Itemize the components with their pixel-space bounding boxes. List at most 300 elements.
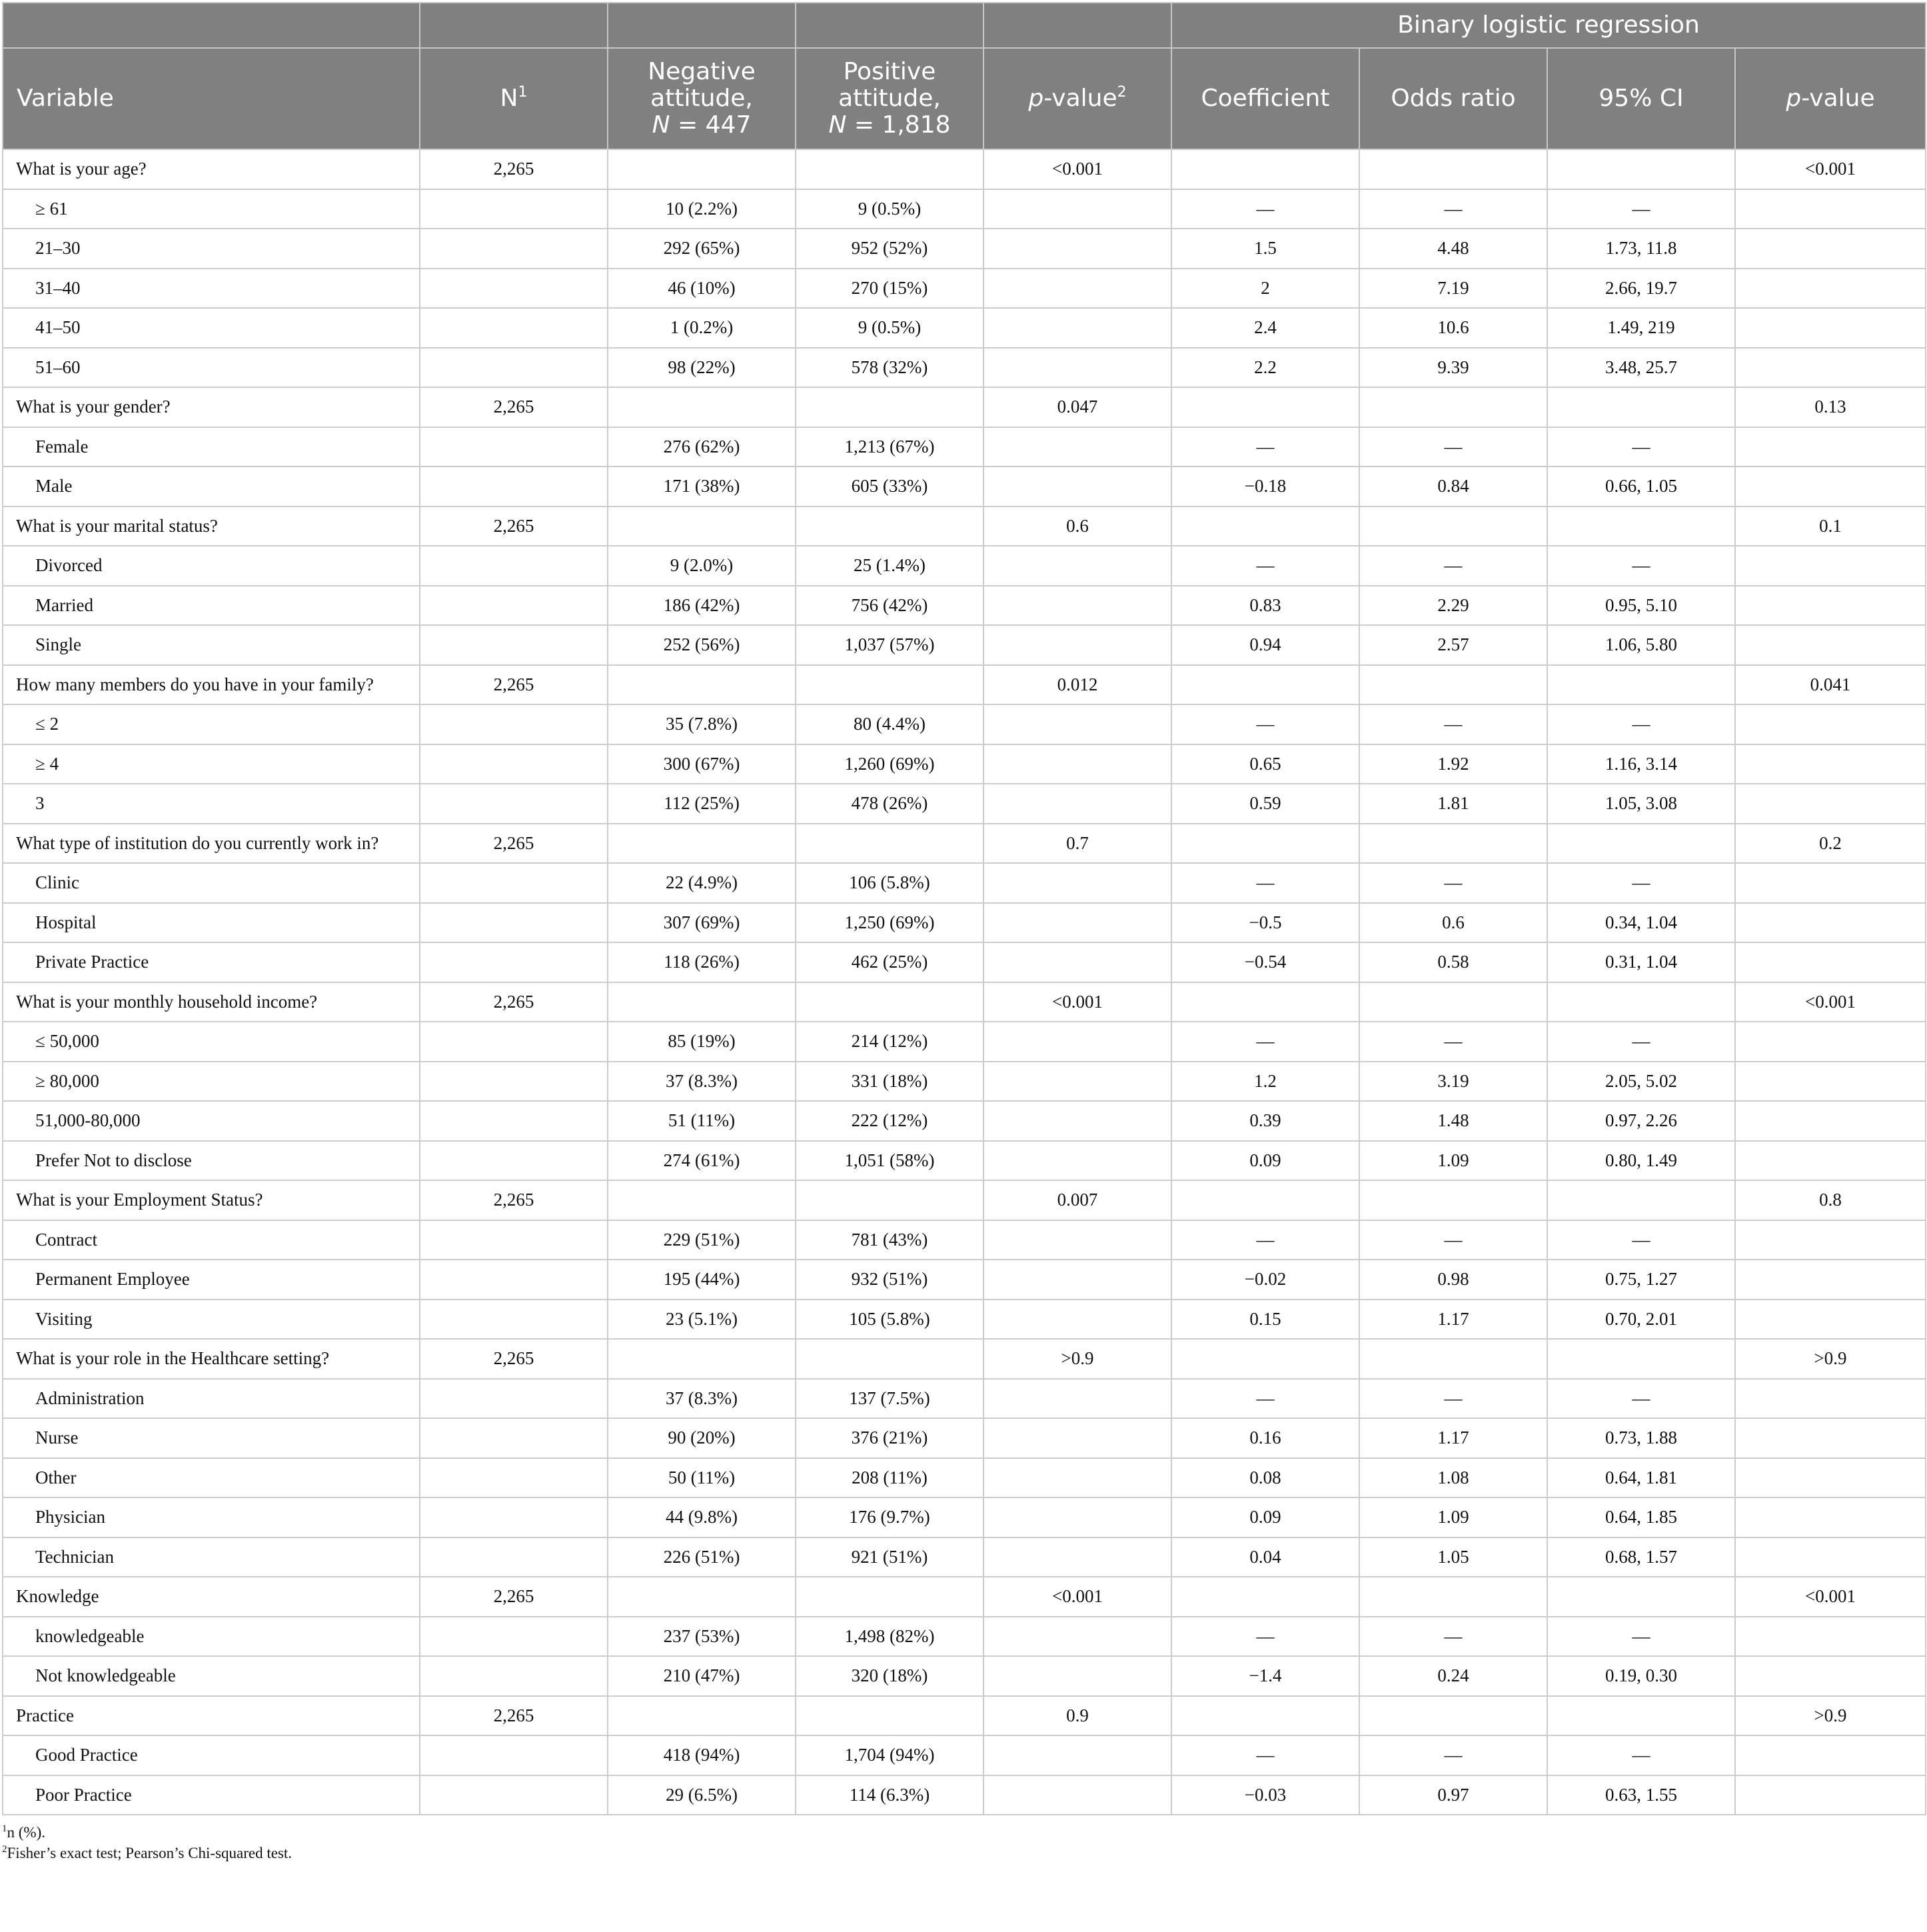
- table-row-category: [3, 744, 1926, 784]
- cell-p-value: [983, 1379, 1171, 1419]
- cell-positive: 462 (25%): [796, 942, 983, 982]
- cell-p-value-regression: [1735, 1617, 1926, 1657]
- cell-variable: Female: [3, 427, 420, 467]
- cell-positive: 106 (5.8%): [796, 863, 983, 903]
- cell-odds-ratio: [1359, 149, 1547, 189]
- table-row-category: [3, 348, 1926, 388]
- cell-p-value: <0.001: [983, 982, 1171, 1022]
- cell-ci: 1.16, 3.14: [1547, 744, 1735, 784]
- cell-variable: ≥ 61: [3, 189, 420, 229]
- document: [2, 2, 1925, 1863]
- table-row-category: [3, 546, 1926, 586]
- cell-p-value-regression: [1735, 1379, 1926, 1419]
- cell-n: 2,265: [420, 982, 608, 1022]
- cell-negative: 98 (22%): [608, 348, 796, 388]
- header-p-text: p-value: [1028, 85, 1117, 112]
- cell-coefficient: −0.03: [1171, 1775, 1359, 1815]
- cell-p-value: 0.012: [983, 665, 1171, 705]
- cell-coefficient: 0.59: [1171, 784, 1359, 824]
- cell-p-value-regression: [1735, 467, 1926, 506]
- table-row-category: [3, 1062, 1926, 1102]
- header-p-value: [983, 48, 1171, 149]
- cell-positive: 1,260 (69%): [796, 744, 983, 784]
- cell-n: 2,265: [420, 506, 608, 546]
- cell-variable: Poor Practice: [3, 1775, 420, 1815]
- cell-negative: [608, 1696, 796, 1736]
- cell-positive: 176 (9.7%): [796, 1497, 983, 1537]
- cell-ci: 1.49, 219: [1547, 308, 1735, 348]
- cell-ci: —: [1547, 863, 1735, 903]
- cell-n: 2,265: [420, 1577, 608, 1617]
- cell-p-value-regression: [1735, 1300, 1926, 1340]
- cell-coefficient: −0.5: [1171, 903, 1359, 943]
- cell-positive: 605 (33%): [796, 467, 983, 506]
- cell-variable: How many members do you have in your family?: [3, 665, 420, 705]
- cell-variable: ≥ 80,000: [3, 1062, 420, 1102]
- cell-odds-ratio: 2.57: [1359, 625, 1547, 665]
- footnote-2: [2, 1843, 1925, 1863]
- cell-variable: Other: [3, 1458, 420, 1498]
- footnotes: [2, 1815, 1925, 1863]
- cell-p-value: [983, 863, 1171, 903]
- cell-negative: 112 (25%): [608, 784, 796, 824]
- cell-positive: 921 (51%): [796, 1537, 983, 1577]
- cell-n: [420, 1617, 608, 1657]
- cell-odds-ratio: 1.81: [1359, 784, 1547, 824]
- cell-n: [420, 744, 608, 784]
- cell-positive: 578 (32%): [796, 348, 983, 388]
- cell-p-value-regression: [1735, 1775, 1926, 1815]
- cell-positive: 331 (18%): [796, 1062, 983, 1102]
- cell-n: [420, 427, 608, 467]
- cell-p-value: [983, 1617, 1171, 1657]
- table-row-category: [3, 704, 1926, 744]
- cell-positive: 9 (0.5%): [796, 308, 983, 348]
- cell-positive: 208 (11%): [796, 1458, 983, 1498]
- table-row-variable: [3, 1180, 1926, 1220]
- cell-n: [420, 348, 608, 388]
- cell-p-value-regression: [1735, 744, 1926, 784]
- table-row-category: [3, 1101, 1926, 1141]
- cell-variable: ≤ 50,000: [3, 1022, 420, 1062]
- cell-n: [420, 1260, 608, 1300]
- cell-positive: 1,051 (58%): [796, 1141, 983, 1181]
- cell-negative: 37 (8.3%): [608, 1379, 796, 1419]
- cell-ci: [1547, 1339, 1735, 1379]
- cell-p-value-regression: 0.041: [1735, 665, 1926, 705]
- cell-p-value-regression: 0.8: [1735, 1180, 1926, 1220]
- cell-coefficient: 1.5: [1171, 229, 1359, 269]
- cell-negative: 1 (0.2%): [608, 308, 796, 348]
- cell-ci: 3.48, 25.7: [1547, 348, 1735, 388]
- cell-negative: [608, 506, 796, 546]
- cell-positive: 478 (26%): [796, 784, 983, 824]
- cell-positive: 1,704 (94%): [796, 1735, 983, 1775]
- cell-negative: 37 (8.3%): [608, 1062, 796, 1102]
- cell-odds-ratio: [1359, 1577, 1547, 1617]
- cell-ci: [1547, 824, 1735, 864]
- table-row-category: [3, 1260, 1926, 1300]
- cell-coefficient: 0.09: [1171, 1141, 1359, 1181]
- cell-variable: Technician: [3, 1537, 420, 1577]
- cell-ci: 2.66, 19.7: [1547, 269, 1735, 309]
- table-row-variable: [3, 1339, 1926, 1379]
- cell-variable: Nurse: [3, 1418, 420, 1458]
- cell-positive: 105 (5.8%): [796, 1300, 983, 1340]
- cell-p-value-regression: [1735, 863, 1926, 903]
- cell-n: [420, 942, 608, 982]
- footnote-2-text: Fisher’s exact test; Pearson’s Chi-squared test.: [7, 1845, 293, 1861]
- table-row-category: [3, 269, 1926, 309]
- cell-ci: 1.06, 5.80: [1547, 625, 1735, 665]
- cell-odds-ratio: —: [1359, 1735, 1547, 1775]
- cell-coefficient: [1171, 387, 1359, 427]
- cell-odds-ratio: 1.09: [1359, 1497, 1547, 1537]
- cell-ci: [1547, 1180, 1735, 1220]
- cell-p-value: [983, 625, 1171, 665]
- cell-p-value-regression: <0.001: [1735, 1577, 1926, 1617]
- cell-odds-ratio: 1.17: [1359, 1418, 1547, 1458]
- cell-coefficient: [1171, 149, 1359, 189]
- cell-coefficient: [1171, 1696, 1359, 1736]
- table-row-variable: [3, 982, 1926, 1022]
- table-row-category: [3, 427, 1926, 467]
- cell-odds-ratio: —: [1359, 546, 1547, 586]
- cell-negative: 300 (67%): [608, 744, 796, 784]
- cell-odds-ratio: 7.19: [1359, 269, 1547, 309]
- cell-n: 2,265: [420, 387, 608, 427]
- table-row-category: [3, 942, 1926, 982]
- cell-ci: 0.31, 1.04: [1547, 942, 1735, 982]
- cell-odds-ratio: 0.98: [1359, 1260, 1547, 1300]
- cell-p-value-regression: [1735, 704, 1926, 744]
- cell-coefficient: 0.08: [1171, 1458, 1359, 1498]
- cell-coefficient: 0.15: [1171, 1300, 1359, 1340]
- cell-p-value-regression: [1735, 348, 1926, 388]
- cell-ci: 0.95, 5.10: [1547, 586, 1735, 626]
- cell-variable: Married: [3, 586, 420, 626]
- cell-p-value-regression: [1735, 269, 1926, 309]
- cell-p-value: [983, 269, 1171, 309]
- cell-variable: Private Practice: [3, 942, 420, 982]
- cell-ci: [1547, 149, 1735, 189]
- cell-odds-ratio: 0.58: [1359, 942, 1547, 982]
- table-row-category: [3, 1022, 1926, 1062]
- cell-variable: Administration: [3, 1379, 420, 1419]
- table-row-variable: [3, 665, 1926, 705]
- cell-n: [420, 269, 608, 309]
- cell-p-value: 0.9: [983, 1696, 1171, 1736]
- cell-p-value: [983, 744, 1171, 784]
- cell-coefficient: —: [1171, 1022, 1359, 1062]
- header-p-sup: 2: [1117, 84, 1127, 101]
- cell-negative: [608, 149, 796, 189]
- cell-ci: [1547, 665, 1735, 705]
- cell-variable: ≤ 2: [3, 704, 420, 744]
- cell-n: [420, 1101, 608, 1141]
- cell-n: 2,265: [420, 1339, 608, 1379]
- cell-ci: —: [1547, 427, 1735, 467]
- cell-negative: 210 (47%): [608, 1656, 796, 1696]
- table-row-category: [3, 625, 1926, 665]
- cell-odds-ratio: 0.84: [1359, 467, 1547, 506]
- cell-ci: [1547, 1577, 1735, 1617]
- cell-p-value-regression: [1735, 1220, 1926, 1260]
- cell-p-value-regression: <0.001: [1735, 982, 1926, 1022]
- cell-p-value-regression: [1735, 1141, 1926, 1181]
- cell-odds-ratio: 10.6: [1359, 308, 1547, 348]
- cell-odds-ratio: 1.92: [1359, 744, 1547, 784]
- cell-ci: —: [1547, 1735, 1735, 1775]
- cell-p-value: [983, 1141, 1171, 1181]
- cell-positive: [796, 506, 983, 546]
- cell-variable: Knowledge: [3, 1577, 420, 1617]
- cell-p-value: [983, 546, 1171, 586]
- cell-p-value: [983, 1022, 1171, 1062]
- cell-p-value: [983, 1220, 1171, 1260]
- cell-positive: 25 (1.4%): [796, 546, 983, 586]
- cell-negative: 237 (53%): [608, 1617, 796, 1657]
- footnote-2-sup: 2: [2, 1844, 7, 1855]
- cell-coefficient: 0.65: [1171, 744, 1359, 784]
- cell-negative: [608, 1180, 796, 1220]
- cell-p-value-regression: [1735, 942, 1926, 982]
- cell-odds-ratio: —: [1359, 189, 1547, 229]
- cell-variable: Permanent Employee: [3, 1260, 420, 1300]
- table-row-variable: [3, 1696, 1926, 1736]
- cell-odds-ratio: 2.29: [1359, 586, 1547, 626]
- cell-positive: 756 (42%): [796, 586, 983, 626]
- cell-ci: 0.68, 1.57: [1547, 1537, 1735, 1577]
- cell-p-value-regression: [1735, 229, 1926, 269]
- cell-positive: 781 (43%): [796, 1220, 983, 1260]
- cell-variable: Single: [3, 625, 420, 665]
- cell-positive: 1,037 (57%): [796, 625, 983, 665]
- cell-variable: What is your marital status?: [3, 506, 420, 546]
- cell-odds-ratio: 1.48: [1359, 1101, 1547, 1141]
- cell-p-value: [983, 348, 1171, 388]
- cell-n: [420, 1775, 608, 1815]
- cell-coefficient: −0.54: [1171, 942, 1359, 982]
- cell-coefficient: —: [1171, 863, 1359, 903]
- cell-n: [420, 1300, 608, 1340]
- cell-p-value-regression: <0.001: [1735, 149, 1926, 189]
- header-empty-cell: [983, 3, 1171, 48]
- cell-n: [420, 1735, 608, 1775]
- cell-n: 2,265: [420, 824, 608, 864]
- table-row-variable: [3, 506, 1926, 546]
- cell-negative: 195 (44%): [608, 1260, 796, 1300]
- cell-odds-ratio: [1359, 387, 1547, 427]
- cell-negative: [608, 1577, 796, 1617]
- cell-coefficient: [1171, 982, 1359, 1022]
- cell-ci: 0.34, 1.04: [1547, 903, 1735, 943]
- cell-n: [420, 704, 608, 744]
- cell-ci: 0.80, 1.49: [1547, 1141, 1735, 1181]
- table-header: [3, 3, 1926, 149]
- table-row-category: [3, 1775, 1926, 1815]
- cell-coefficient: 0.39: [1171, 1101, 1359, 1141]
- cell-p-value-regression: [1735, 1656, 1926, 1696]
- cell-variable: Contract: [3, 1220, 420, 1260]
- cell-positive: 9 (0.5%): [796, 189, 983, 229]
- cell-odds-ratio: [1359, 1696, 1547, 1736]
- cell-coefficient: —: [1171, 1735, 1359, 1775]
- header-empty-cell: [420, 3, 608, 48]
- cell-negative: [608, 1339, 796, 1379]
- cell-coefficient: 0.04: [1171, 1537, 1359, 1577]
- cell-n: [420, 1418, 608, 1458]
- cell-variable: 51–60: [3, 348, 420, 388]
- cell-ci: [1547, 506, 1735, 546]
- table-body: [3, 149, 1926, 1815]
- cell-n: [420, 1458, 608, 1498]
- cell-positive: [796, 665, 983, 705]
- cell-n: 2,265: [420, 1180, 608, 1220]
- cell-positive: 376 (21%): [796, 1418, 983, 1458]
- table-row-category: [3, 903, 1926, 943]
- table-row-category: [3, 1379, 1926, 1419]
- cell-odds-ratio: 1.17: [1359, 1300, 1547, 1340]
- cell-p-value: <0.001: [983, 1577, 1171, 1617]
- cell-p-value-regression: [1735, 1537, 1926, 1577]
- cell-variable: Not knowledgeable: [3, 1656, 420, 1696]
- cell-negative: 292 (65%): [608, 229, 796, 269]
- cell-negative: 418 (94%): [608, 1735, 796, 1775]
- cell-positive: [796, 1180, 983, 1220]
- header-odds-ratio: Odds ratio: [1359, 48, 1547, 149]
- cell-p-value: [983, 1101, 1171, 1141]
- cell-odds-ratio: [1359, 1180, 1547, 1220]
- cell-p-value: [983, 586, 1171, 626]
- cell-negative: 171 (38%): [608, 467, 796, 506]
- cell-negative: 51 (11%): [608, 1101, 796, 1141]
- header-n-text: N: [500, 85, 518, 112]
- cell-p-value-regression: [1735, 189, 1926, 229]
- cell-ci: 1.73, 11.8: [1547, 229, 1735, 269]
- cell-positive: 1,213 (67%): [796, 427, 983, 467]
- table-row-category: [3, 784, 1926, 824]
- cell-coefficient: −0.18: [1171, 467, 1359, 506]
- cell-ci: 0.64, 1.85: [1547, 1497, 1735, 1537]
- cell-ci: [1547, 1696, 1735, 1736]
- cell-n: [420, 586, 608, 626]
- cell-p-value: [983, 1656, 1171, 1696]
- cell-positive: [796, 149, 983, 189]
- cell-ci: —: [1547, 189, 1735, 229]
- cell-p-value: [983, 903, 1171, 943]
- cell-p-value-regression: [1735, 625, 1926, 665]
- table-row-category: [3, 1458, 1926, 1498]
- cell-p-value-regression: [1735, 1022, 1926, 1062]
- cell-negative: 307 (69%): [608, 903, 796, 943]
- cell-odds-ratio: —: [1359, 704, 1547, 744]
- cell-n: [420, 189, 608, 229]
- cell-ci: [1547, 982, 1735, 1022]
- cell-p-value-regression: [1735, 586, 1926, 626]
- cell-p-value: [983, 1775, 1171, 1815]
- cell-n: 2,265: [420, 665, 608, 705]
- cell-ci: 0.63, 1.55: [1547, 1775, 1735, 1815]
- cell-coefficient: —: [1171, 1617, 1359, 1657]
- cell-negative: 186 (42%): [608, 586, 796, 626]
- table-row-category: [3, 1617, 1926, 1657]
- cell-ci: —: [1547, 546, 1735, 586]
- cell-p-value-regression: [1735, 308, 1926, 348]
- cell-coefficient: 2.2: [1171, 348, 1359, 388]
- cell-n: [420, 903, 608, 943]
- cell-p-value: 0.6: [983, 506, 1171, 546]
- cell-odds-ratio: 1.05: [1359, 1537, 1547, 1577]
- cell-odds-ratio: [1359, 824, 1547, 864]
- cell-p-value-regression: [1735, 1418, 1926, 1458]
- table-row-category: [3, 1537, 1926, 1577]
- cell-ci: —: [1547, 1022, 1735, 1062]
- cell-coefficient: 0.83: [1171, 586, 1359, 626]
- cell-positive: [796, 387, 983, 427]
- cell-negative: 276 (62%): [608, 427, 796, 467]
- cell-odds-ratio: 0.24: [1359, 1656, 1547, 1696]
- cell-positive: 1,250 (69%): [796, 903, 983, 943]
- cell-positive: 952 (52%): [796, 229, 983, 269]
- table-row-category: [3, 229, 1926, 269]
- cell-variable: What type of institution do you currently work in?: [3, 824, 420, 864]
- cell-variable: What is your monthly household income?: [3, 982, 420, 1022]
- header-n-sup: 1: [518, 84, 528, 101]
- cell-odds-ratio: 1.09: [1359, 1141, 1547, 1181]
- footnote-1-text: n (%).: [7, 1824, 45, 1841]
- cell-n: [420, 308, 608, 348]
- cell-p-value: [983, 942, 1171, 982]
- cell-ci: —: [1547, 1379, 1735, 1419]
- cell-odds-ratio: [1359, 506, 1547, 546]
- table-row-category: [3, 1497, 1926, 1537]
- cell-odds-ratio: 0.6: [1359, 903, 1547, 943]
- cell-p-value: [983, 1497, 1171, 1537]
- cell-negative: 229 (51%): [608, 1220, 796, 1260]
- cell-n: [420, 467, 608, 506]
- cell-positive: 222 (12%): [796, 1101, 983, 1141]
- cell-n: [420, 1022, 608, 1062]
- cell-coefficient: —: [1171, 546, 1359, 586]
- cell-p-value: 0.007: [983, 1180, 1171, 1220]
- cell-p-value: 0.047: [983, 387, 1171, 427]
- cell-ci: 0.75, 1.27: [1547, 1260, 1735, 1300]
- cell-p-value: [983, 427, 1171, 467]
- cell-odds-ratio: —: [1359, 863, 1547, 903]
- results-table: [2, 2, 1926, 1815]
- cell-ci: 1.05, 3.08: [1547, 784, 1735, 824]
- table-row-variable: [3, 824, 1926, 864]
- cell-variable: Physician: [3, 1497, 420, 1537]
- header-n: [420, 48, 608, 149]
- cell-ci: —: [1547, 704, 1735, 744]
- cell-negative: 50 (11%): [608, 1458, 796, 1498]
- cell-p-value: [983, 1735, 1171, 1775]
- cell-negative: [608, 665, 796, 705]
- cell-p-value-regression: [1735, 1735, 1926, 1775]
- cell-positive: [796, 824, 983, 864]
- header-pos-line3: N = 1,818: [828, 111, 951, 139]
- cell-variable: 21–30: [3, 229, 420, 269]
- table-row-variable: [3, 149, 1926, 189]
- table-row-variable: [3, 387, 1926, 427]
- cell-p-value-regression: [1735, 1458, 1926, 1498]
- cell-ci: 0.64, 1.81: [1547, 1458, 1735, 1498]
- cell-negative: 46 (10%): [608, 269, 796, 309]
- header-neg-line2: attitude,: [650, 85, 753, 112]
- cell-coefficient: 0.16: [1171, 1418, 1359, 1458]
